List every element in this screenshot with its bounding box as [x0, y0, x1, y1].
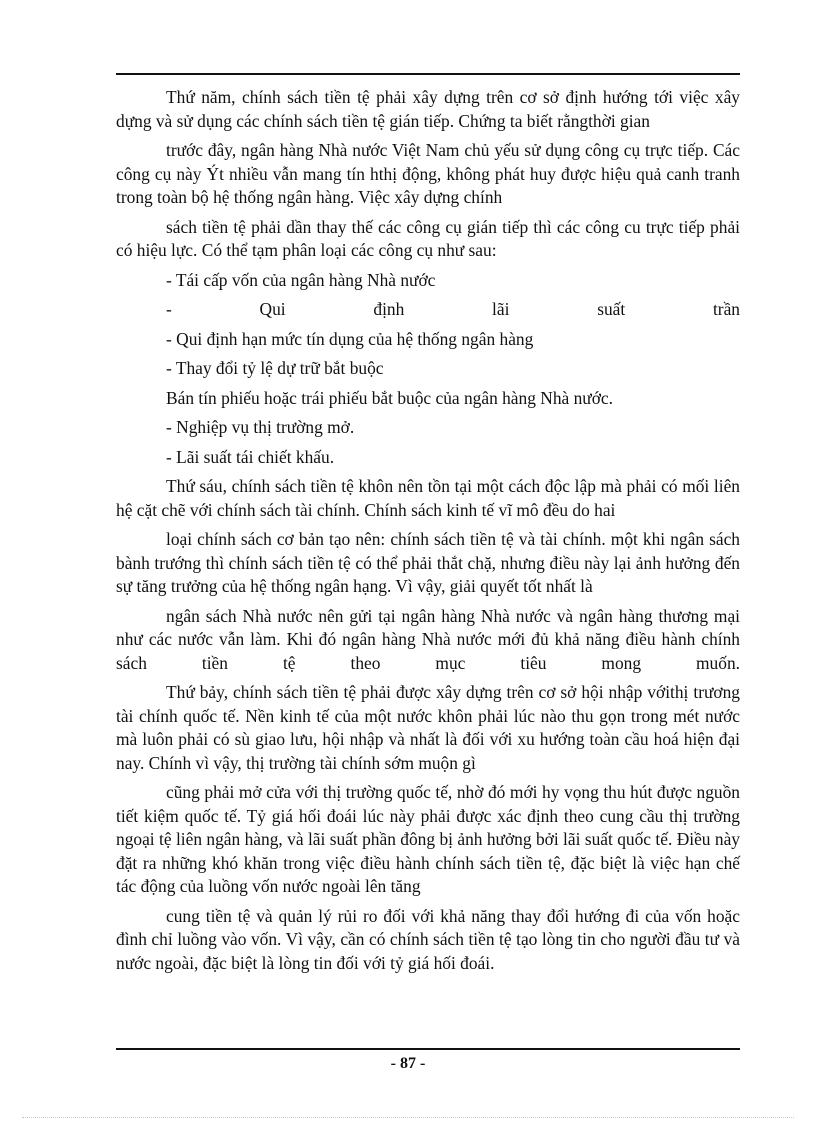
paragraph: trước đây, ngân hàng Nhà nước Việt Nam chủ yếu sử dụng công cụ trực tiếp. Các công cụ này Ýt nhiều vẫn mang tín hthị động, không phát huy được hiệu quả canh tranh trong toàn bộ hệ thống ngân hàng. Việc xây dựng chính — [116, 140, 740, 207]
page-number: - 87 - — [390, 1055, 426, 1072]
paragraph: sách tiền tệ phải dần thay thế các công cụ gián tiếp thì các công cu trực tiếp phải có hiệu lực. Có thể tạm phân loại các công cụ như sau: — [116, 216, 740, 260]
page-edge-divider — [22, 1117, 794, 1118]
list-item: - Qui định hạn mức tín dụng của hệ thống ngân hàng — [166, 328, 534, 349]
paragraph: Thứ bảy, chính sách tiền tệ phải được xây dựng trên cơ sở hội nhập vớithị trương tài chính quốc tế. Nền kinh tế của một nước khôn phải lúc nào thu gọn trong mét nước mà luôn phải có sù giao lưu, hội nhập và nhất là đối với xu hướng toàn cầu hoá hiện đại nay. Chính vì vậy, thị trường tài chính sớm muộn gì — [116, 682, 740, 773]
list-item: Bán tín phiếu hoặc trái phiếu bắt buộc của ngân hàng Nhà nước. — [166, 387, 613, 408]
paragraph: Thứ năm, chính sách tiền tệ phải xây dựng trên cơ sở định hướng tới việc xây dựng và sử dụng các chính sách tiền tệ gián tiếp. Chứng ta biết rằngthời gian — [116, 87, 740, 131]
list-item: - Qui định lãi suất trần — [166, 299, 740, 319]
header-rule — [116, 73, 740, 75]
paragraph: cung tiền tệ và quản lý rủi ro đối với khả năng thay đổi hướng đi của vốn hoặc đình chỉ luồng vào vốn. Vì vậy, cần có chính sách tiền tệ tạo lòng tin cho người đầu tư và nước ngoài, đặc biệt là lòng tin đối với tỷ giá hối đoái. — [116, 905, 740, 973]
paragraph: ngân sách Nhà nước nên gửi tại ngân hàng Nhà nước và ngân hàng thương mại như các nước vẫn làm. Khi đó ngân hàng Nhà nước mới đủ khả năng điều hành chính sách tiền tệ theo mục tiêu mong muốn. — [116, 605, 740, 673]
list-item: - Tái cấp vốn của ngân hàng Nhà nước — [166, 269, 436, 290]
paragraph: Thứ sáu, chính sách tiền tệ khôn nên tồn tại một cách độc lập mà phải có mối liên hệ cặt chẽ với chính sách tài chính. Chính sách kinh tế vĩ mô đều do hai — [116, 476, 740, 520]
paragraph: loại chính sách cơ bản tạo nên: chính sách tiền tệ và tài chính. một khi ngân sách bành trướng thì chính sách tiền tệ có thể phải thắt chặ, nhưng điều này lại ảnh hưởng đến sự tăng trưởng của hệ thống ngân hạng. Vì vậy, giải quyết tốt nhất là — [116, 529, 740, 596]
list-item: - Lãi suất tái chiết khấu. — [166, 446, 335, 467]
list-item: - Nghiệp vụ thị trường mở. — [166, 417, 355, 437]
document-body — [116, 86, 740, 975]
list-item: - Thay đổi tỷ lệ dự trữ bắt buộc — [166, 358, 384, 378]
paragraph: cũng phải mở cửa với thị trường quốc tế, nhờ đó mới hy vọng thu hút được nguồn tiết kiệm quốc tế. Tỷ giá hối đoái lúc này phải được xác định theo cung cầu thị trường ngoại tệ liên ngân hàng, và lãi suất phần đông bị ảnh hưởng bởi lãi suất quốc tế. Điều này đặt ra những khó khăn trong việc điều hành chính sách tiền tệ, đặc biệt là việc hạn chế tác động của luồng vốn nước ngoài lên tăng — [116, 782, 740, 896]
footer-rule — [116, 1048, 740, 1050]
